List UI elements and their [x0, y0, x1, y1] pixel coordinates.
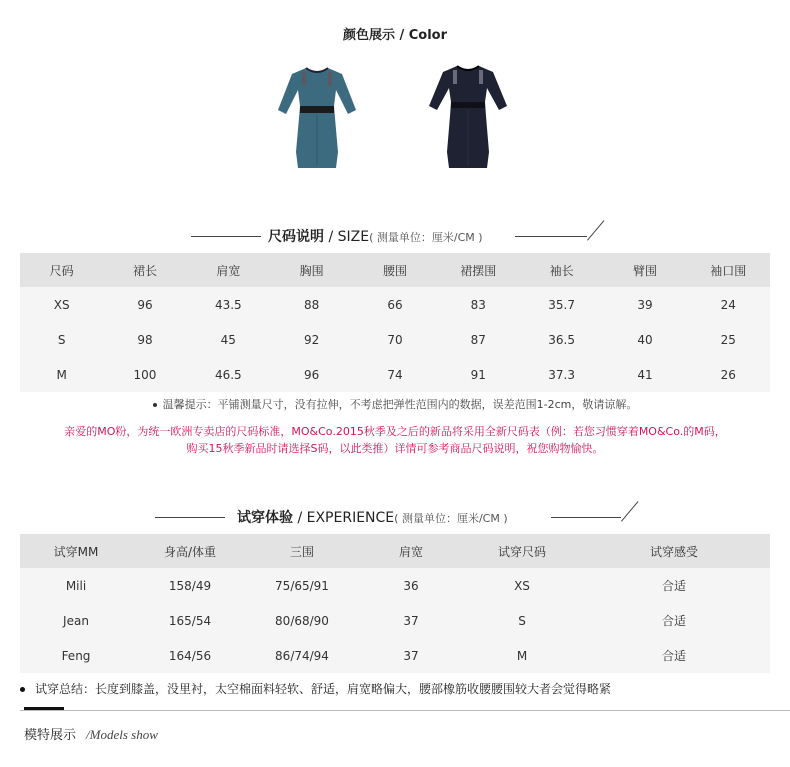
size-note: [0, 396, 790, 412]
size-header-cell: 臂围: [603, 253, 686, 287]
size-table-header-row: [20, 253, 770, 287]
experience-heading-sep: /: [293, 510, 307, 526]
table-cell: 165/54: [132, 603, 248, 638]
table-cell: 87: [437, 322, 520, 357]
experience-header-cell: 身高/体重: [132, 534, 248, 568]
heading-rule-right: [515, 236, 587, 237]
table-row: [20, 322, 770, 357]
table-cell: S: [466, 603, 578, 638]
table-cell: 86/74/94: [248, 638, 356, 673]
table-cell: 36: [356, 568, 466, 603]
experience-header-cell: 试穿尺码: [466, 534, 578, 568]
experience-header-cell: 三围: [248, 534, 356, 568]
size-header-cell: 袖长: [520, 253, 603, 287]
experience-table-header-row: [20, 534, 770, 568]
models-divider-accent: [24, 707, 64, 710]
size-header-cell: 腰围: [353, 253, 436, 287]
table-cell: 70: [353, 322, 436, 357]
size-section-heading: [0, 222, 790, 252]
size-header-cell: 胸围: [270, 253, 353, 287]
table-cell: 75/65/91: [248, 568, 356, 603]
navy-dress-image: [423, 62, 513, 174]
table-cell: 25: [687, 322, 770, 357]
experience-header-cell: 肩宽: [356, 534, 466, 568]
table-cell: 80/68/90: [248, 603, 356, 638]
table-cell: 26: [687, 357, 770, 392]
size-header-cell: 袖口围: [687, 253, 770, 287]
size-header-cell: 裙摆围: [437, 253, 520, 287]
size-heading-cn: 尺码说明: [268, 229, 324, 245]
table-cell: Jean: [20, 603, 132, 638]
table-cell: M: [20, 357, 103, 392]
table-cell: 合适: [578, 568, 770, 603]
table-cell: 41: [603, 357, 686, 392]
color-section-title: 颜色展示 / Color: [342, 28, 448, 43]
table-cell: 合适: [578, 603, 770, 638]
size-notice-line-2: 购买15秋季新品时请选择S码，以此类推）详情可参考商品尺码说明，祝您购物愉快。: [186, 442, 604, 455]
table-cell: 164/56: [132, 638, 248, 673]
table-cell: 46.5: [187, 357, 270, 392]
experience-summary-text: 试穿总结：长度到膝盖，没里衬，太空棉面料轻软、舒适，肩宽略偏大，腰部橡筋收腰腰围较大者会觉得略紧: [35, 682, 612, 696]
size-header-cell: 裙长: [103, 253, 186, 287]
table-cell: 88: [270, 287, 353, 322]
table-row: [20, 568, 770, 603]
size-header-cell: 尺码: [20, 253, 103, 287]
table-row: [20, 357, 770, 392]
table-row: [20, 287, 770, 322]
heading-diagonal: [621, 501, 638, 522]
experience-heading-cn: 试穿体验: [237, 510, 293, 526]
table-cell: 43.5: [187, 287, 270, 322]
experience-heading-unit: ( 测量单位：厘米/CM ): [394, 512, 508, 525]
table-cell: 100: [103, 357, 186, 392]
experience-heading-en: EXPERIENCE: [306, 510, 395, 526]
table-cell: 158/49: [132, 568, 248, 603]
models-title-cn: 模特展示: [24, 728, 77, 743]
size-heading-label: [268, 226, 483, 246]
models-section-title: [24, 724, 158, 743]
table-cell: 合适: [578, 638, 770, 673]
navy-dress-illustration: [423, 62, 513, 174]
size-heading-unit: ( 测量单位：厘米/CM ): [369, 231, 483, 244]
table-cell: S: [20, 322, 103, 357]
table-cell: 36.5: [520, 322, 603, 357]
navy-dress-waistband: [451, 102, 485, 108]
table-cell: 37: [356, 638, 466, 673]
teal-dress-image: [272, 62, 362, 174]
table-cell: 37: [356, 603, 466, 638]
experience-section-heading: [0, 503, 790, 533]
heading-diagonal: [587, 220, 604, 241]
bullet-icon: [153, 403, 157, 407]
table-cell: 35.7: [520, 287, 603, 322]
size-table: [20, 253, 770, 392]
table-cell: XS: [20, 287, 103, 322]
table-cell: XS: [466, 568, 578, 603]
teal-dress-illustration: [272, 62, 362, 174]
table-cell: 83: [437, 287, 520, 322]
experience-summary: [20, 680, 780, 697]
table-cell: 40: [603, 322, 686, 357]
table-cell: 96: [270, 357, 353, 392]
size-heading-en: SIZE: [337, 229, 370, 245]
experience-table: [20, 534, 770, 673]
table-cell: 39: [603, 287, 686, 322]
bullet-icon: [20, 687, 25, 692]
heading-rule-left: [191, 236, 261, 237]
experience-heading-label: [237, 507, 508, 527]
table-cell: Feng: [20, 638, 132, 673]
models-divider: [20, 710, 790, 711]
table-cell: 74: [353, 357, 436, 392]
table-row: [20, 638, 770, 673]
teal-dress-waistband: [300, 106, 334, 113]
table-cell: 96: [103, 287, 186, 322]
experience-header-cell: 试穿MM: [20, 534, 132, 568]
table-cell: 45: [187, 322, 270, 357]
table-cell: Mili: [20, 568, 132, 603]
size-header-cell: 肩宽: [187, 253, 270, 287]
table-cell: 98: [103, 322, 186, 357]
table-cell: 91: [437, 357, 520, 392]
heading-rule-right: [551, 517, 621, 518]
size-notice-line-1: 亲爱的MO粉，为统一欧洲专卖店的尺码标准，MO&Co.2015秋季及之后的新品将采用全新尺码表（例：若您习惯穿着MO&Co.的M码，: [64, 425, 726, 438]
table-cell: 24: [687, 287, 770, 322]
size-heading-sep: /: [324, 229, 338, 245]
table-cell: 37.3: [520, 357, 603, 392]
table-cell: 92: [270, 322, 353, 357]
table-row: [20, 603, 770, 638]
table-cell: M: [466, 638, 578, 673]
table-cell: 66: [353, 287, 436, 322]
models-title-en: /Models show: [86, 727, 158, 742]
heading-rule-left: [155, 517, 225, 518]
experience-header-cell: 试穿感受: [578, 534, 770, 568]
size-note-text: 温馨提示：平铺测量尺寸，没有拉伸，不考虑把弹性范围内的数据，误差范围1-2cm，敬请谅解。: [162, 398, 638, 411]
